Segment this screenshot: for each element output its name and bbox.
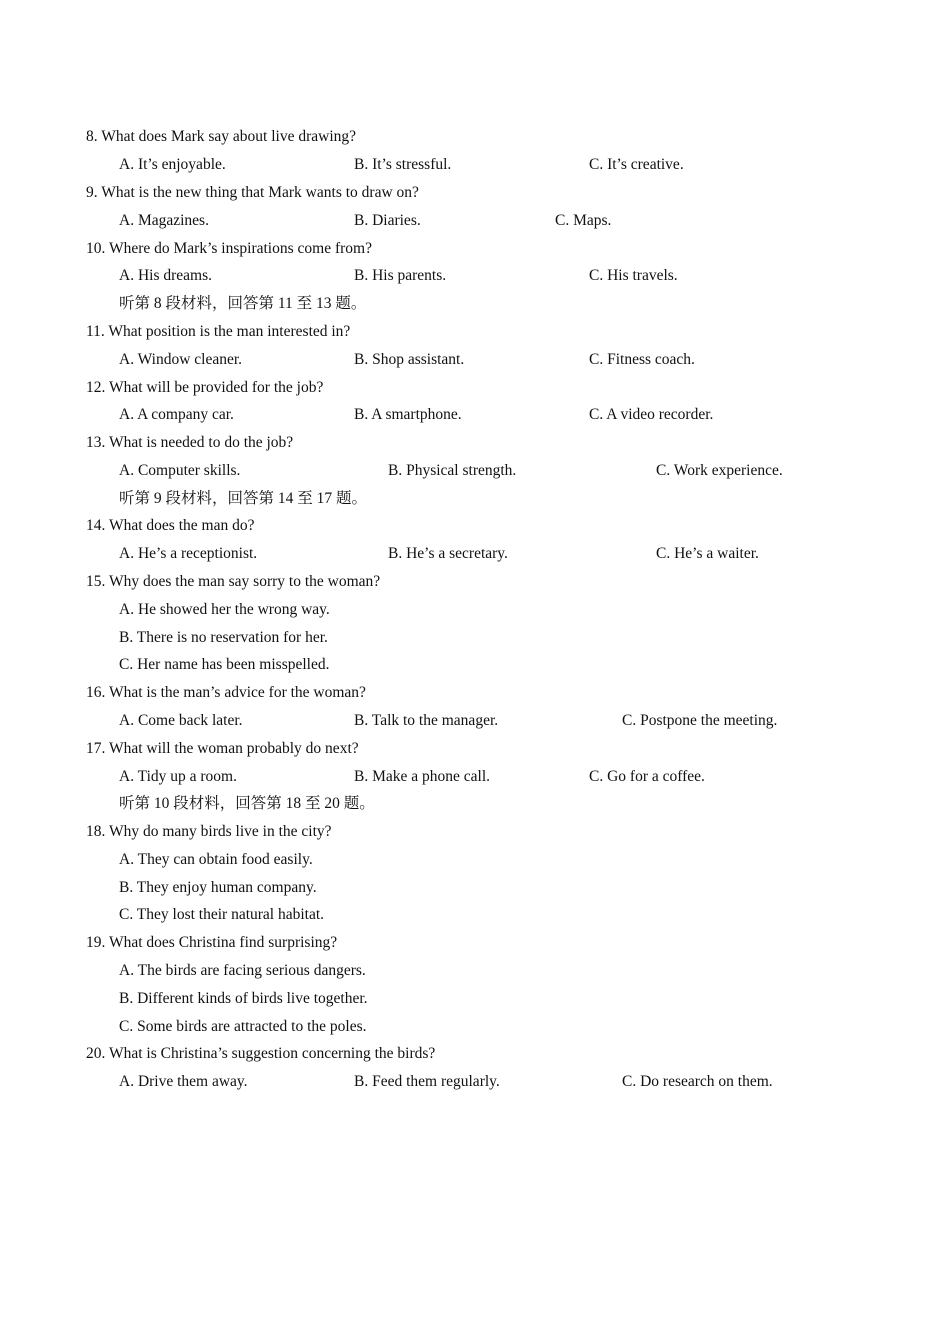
option-18b: B. They enjoy human company.	[119, 879, 317, 896]
question-19: 19. What does Christina find surprising?	[86, 934, 338, 951]
question-9: 9. What is the new thing that Mark wants to draw on?	[86, 184, 419, 201]
option-8a: A. It’s enjoyable.	[119, 156, 226, 173]
question-8: 8. What does Mark say about live drawing?	[86, 128, 357, 145]
option-12c: C. A video recorder.	[589, 406, 714, 423]
option-11a: A. Window cleaner.	[119, 351, 243, 368]
option-16b: B. Talk to the manager.	[354, 712, 499, 729]
option-8c: C. It’s creative.	[589, 156, 684, 173]
option-11b: B. Shop assistant.	[354, 351, 465, 368]
question-15: 15. Why does the man say sorry to the woman?	[86, 573, 381, 590]
option-14a: A. He’s a receptionist.	[119, 545, 258, 562]
option-20b: B. Feed them regularly.	[354, 1073, 500, 1090]
option-13b: B. Physical strength.	[388, 462, 517, 479]
option-10c: C. His travels.	[589, 267, 678, 284]
option-19b: B. Different kinds of birds live together.	[119, 990, 368, 1007]
question-18: 18. Why do many birds live in the city?	[86, 823, 332, 840]
option-16c: C. Postpone the meeting.	[622, 712, 778, 729]
question-11: 11. What position is the man interested in?	[86, 323, 351, 340]
option-19c: C. Some birds are attracted to the poles.	[119, 1018, 367, 1035]
section-heading-8: 听第 8 段材料，回答第 11 至 13 题。	[119, 295, 367, 312]
option-10b: B. His parents.	[354, 267, 447, 284]
option-12a: A. A company car.	[119, 406, 234, 423]
option-14b: B. He’s a secretary.	[388, 545, 508, 562]
option-9b: B. Diaries.	[354, 212, 421, 229]
option-13a: A. Computer skills.	[119, 462, 241, 479]
option-10a: A. His dreams.	[119, 267, 212, 284]
option-18a: A. They can obtain food easily.	[119, 851, 313, 868]
option-18c: C. They lost their natural habitat.	[119, 906, 325, 923]
option-20a: A. Drive them away.	[119, 1073, 248, 1090]
question-12: 12. What will be provided for the job?	[86, 379, 324, 396]
question-10: 10. Where do Mark’s inspirations come from?	[86, 240, 372, 257]
section-heading-10: 听第 10 段材料，回答第 18 至 20 题。	[119, 795, 375, 812]
question-17: 17. What will the woman probably do next?	[86, 740, 359, 757]
option-8b: B. It’s stressful.	[354, 156, 452, 173]
question-13: 13. What is needed to do the job?	[86, 434, 294, 451]
option-17a: A. Tidy up a room.	[119, 768, 237, 785]
option-9a: A. Magazines.	[119, 212, 209, 229]
option-9c: C. Maps.	[555, 212, 612, 229]
section-heading-9: 听第 9 段材料，回答第 14 至 17 题。	[119, 490, 368, 507]
option-11c: C. Fitness coach.	[589, 351, 695, 368]
option-15c: C. Her name has been misspelled.	[119, 656, 330, 673]
option-20c: C. Do research on them.	[622, 1073, 773, 1090]
option-17b: B. Make a phone call.	[354, 768, 491, 785]
question-20: 20. What is Christina’s suggestion concerning the birds?	[86, 1045, 436, 1062]
option-12b: B. A smartphone.	[354, 406, 462, 423]
option-17c: C. Go for a coffee.	[589, 768, 705, 785]
option-14c: C. He’s a waiter.	[656, 545, 759, 562]
question-16: 16. What is the man’s advice for the woman?	[86, 684, 366, 701]
question-14: 14. What does the man do?	[86, 517, 255, 534]
option-19a: A. The birds are facing serious dangers.	[119, 962, 366, 979]
option-15a: A. He showed her the wrong way.	[119, 601, 330, 618]
option-13c: C. Work experience.	[656, 462, 783, 479]
option-16a: A. Come back later.	[119, 712, 243, 729]
option-15b: B. There is no reservation for her.	[119, 629, 328, 646]
